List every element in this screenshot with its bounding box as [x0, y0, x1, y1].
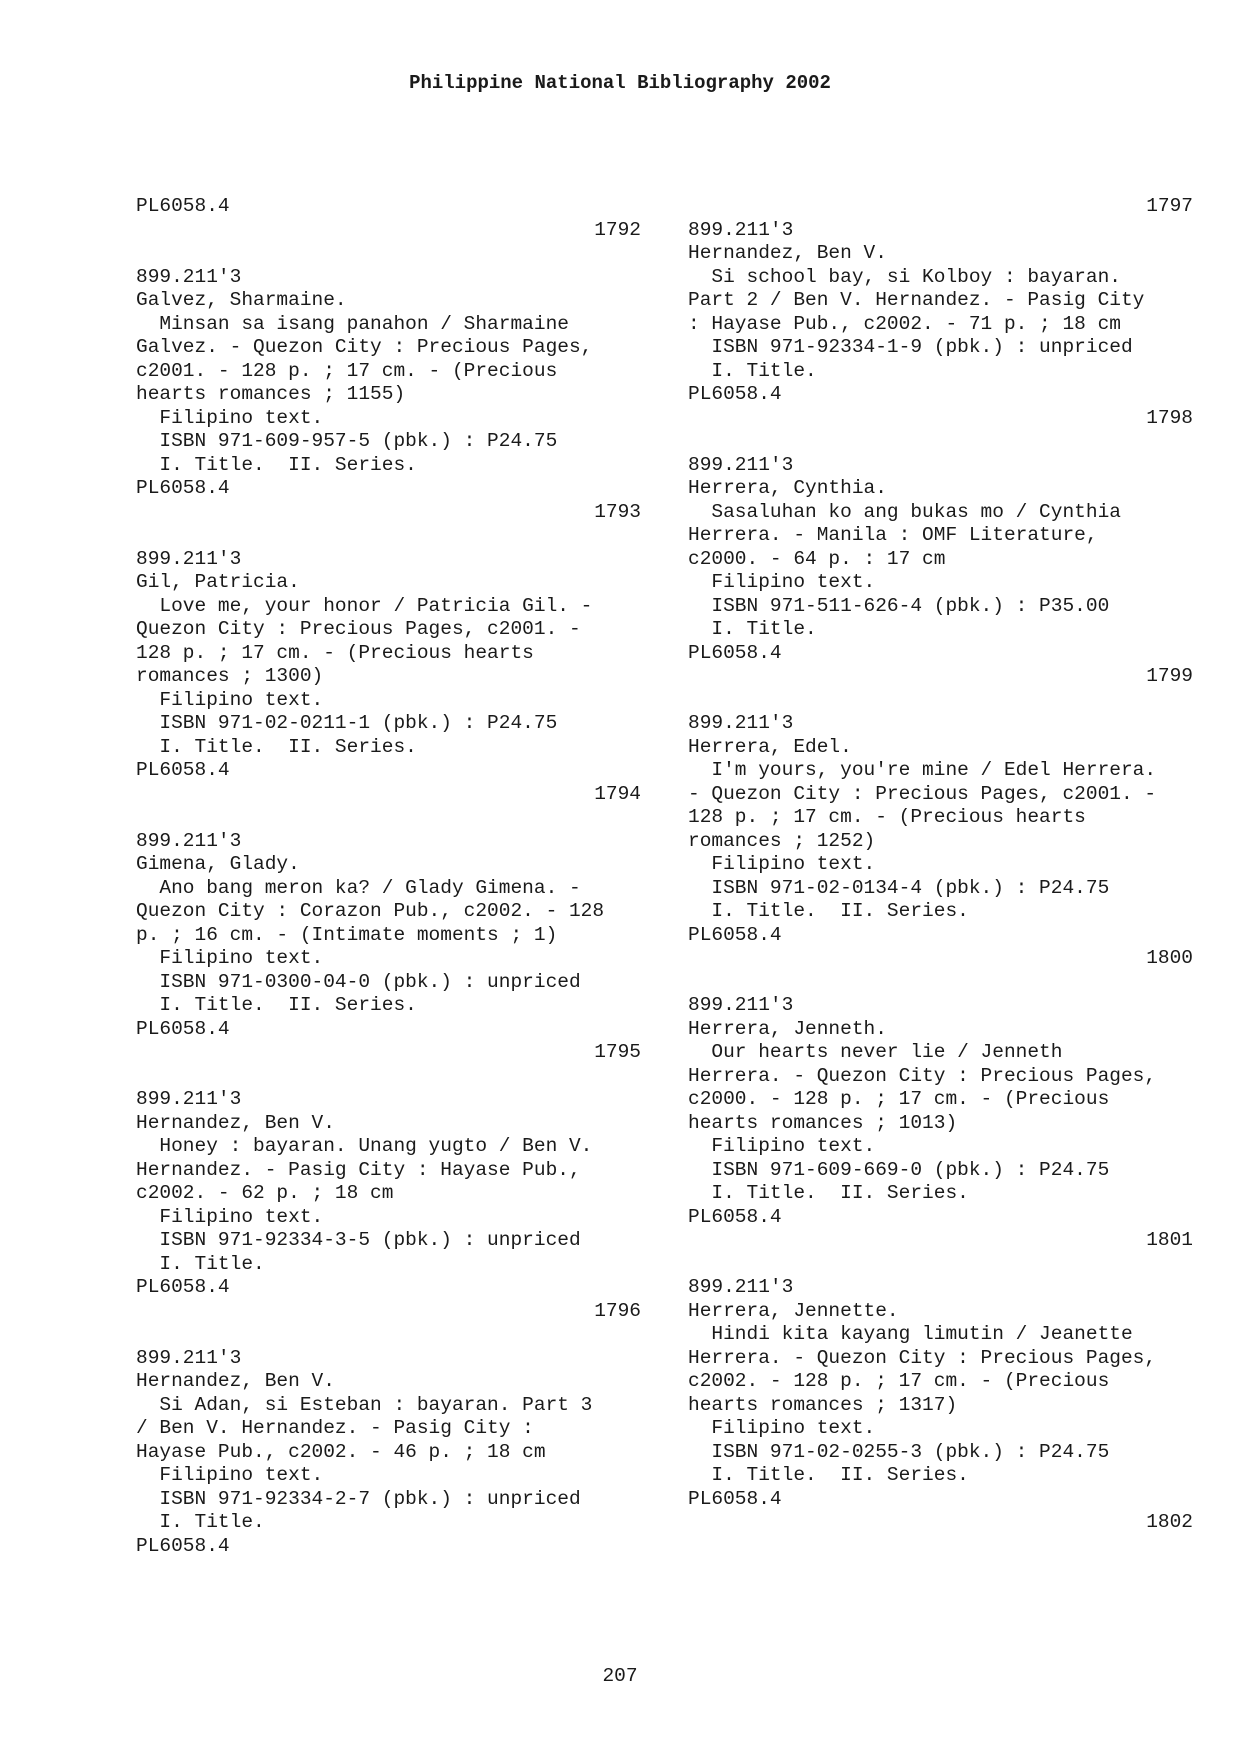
entry-line: PL6058.4: [136, 477, 230, 499]
entry-line: I. Title.: [688, 618, 817, 640]
entry-line: 899.211'3: [136, 829, 242, 852]
entry-line: Hernandez, Ben V.: [136, 1370, 335, 1392]
entry-line: : Hayase Pub., c2002. - 71 p. ; 18 cm: [688, 312, 1121, 335]
entry-line: I. Title.: [136, 1252, 265, 1275]
entry-line: hearts romances ; 1155): [136, 383, 406, 405]
entry-number: 1793: [594, 500, 641, 523]
entry-line: c2000. - 128 p. ; 17 cm. - (Precious: [688, 1088, 1110, 1110]
entry-line: Our hearts never lie / Jenneth: [688, 1041, 1063, 1063]
entry-line: [688, 689, 1193, 713]
entry-number: 1800: [1146, 947, 1193, 969]
entry-line: Filipino text.: [688, 1417, 876, 1439]
entry-line: Hernandez. - Pasig City : Hayase Pub.,: [136, 1158, 581, 1181]
entry-line: Honey : bayaran. Unang yugto / Ben V.: [136, 1135, 593, 1157]
entry-line: I. Title. II. Series.: [136, 453, 417, 476]
entry-line: hearts romances ; 1317): [688, 1393, 958, 1416]
entry-line: Ano bang meron ka? / Glady Gimena. -: [136, 876, 581, 899]
entry-line: PL6058.4: [688, 641, 782, 664]
entry-line: Si school bay, si Kolboy : bayaran.: [688, 265, 1121, 288]
entry-line: Hayase Pub., c2002. - 46 p. ; 18 cm: [136, 1440, 546, 1463]
entry-line: Galvez, Sharmaine.: [136, 289, 347, 311]
entry-line: / Ben V. Hernandez. - Pasig City :: [136, 1417, 534, 1439]
entry-line: ISBN 971-511-626-4 (pbk.) : P35.00: [688, 594, 1110, 617]
entry-line: Filipino text.: [688, 571, 876, 593]
entry-line: 899.211'3: [688, 218, 794, 241]
entry-line: romances ; 1252): [688, 829, 876, 852]
entry-line: c2001. - 128 p. ; 17 cm. - (Precious: [136, 359, 558, 382]
entry-line: I. Title. II. Series.: [688, 900, 969, 922]
entry-line: 899.211'3: [136, 265, 242, 288]
entry-line: Filipino text.: [136, 1464, 324, 1486]
entry-line: PL6058.4: [136, 759, 230, 781]
entry-line: [136, 242, 641, 266]
entry-line: Quezon City : Precious Pages, c2001. -: [136, 618, 581, 640]
entry-line: [136, 806, 641, 830]
entry-line: c2000. - 64 p. : 17 cm: [688, 547, 946, 570]
entry-line: PL6058.4: [136, 1534, 230, 1557]
entry-line: romances ; 1300): [136, 665, 324, 687]
entry-line: [688, 430, 1193, 454]
entry-line: [136, 1065, 641, 1089]
entry-line: Galvez. - Quezon City : Precious Pages,: [136, 336, 593, 358]
entry-line: ISBN 971-609-957-5 (pbk.) : P24.75: [136, 430, 558, 452]
entry-line: 128 p. ; 17 cm. - (Precious hearts: [136, 641, 534, 664]
entry-line: PL6058.4: [688, 923, 782, 946]
entry-line: ISBN 971-0300-04-0 (pbk.) : unpriced: [136, 970, 581, 993]
entry-line: I'm yours, you're mine / Edel Herrera.: [688, 759, 1157, 781]
page-title: Philippine National Bibliography 2002: [409, 72, 831, 94]
entry-line: Minsan sa isang panahon / Sharmaine: [136, 312, 569, 335]
entry-line: Herrera, Edel.: [688, 735, 852, 758]
entry-number: 1799: [1146, 665, 1193, 687]
entry-line: Hernandez, Ben V.: [688, 242, 887, 264]
entry-line: I. Title. II. Series.: [688, 1182, 969, 1204]
entry-line: ISBN 971-609-669-0 (pbk.) : P24.75: [688, 1158, 1110, 1181]
entry-number: 1802: [1146, 1511, 1193, 1533]
entry-line: Gil, Patricia.: [136, 571, 300, 593]
entry-line: Quezon City : Corazon Pub., c2002. - 128: [136, 900, 605, 922]
entry-line: PL6058.4: [688, 383, 782, 405]
entry-line: I. Title. II. Series.: [136, 735, 417, 758]
entry-line: Sasaluhan ko ang bukas mo / Cynthia: [688, 500, 1121, 523]
entry-line: Part 2 / Ben V. Hernandez. - Pasig City: [688, 289, 1145, 311]
entry-number: 1796: [594, 1299, 641, 1322]
entry-line: Filipino text.: [688, 853, 876, 875]
entry-line: Filipino text.: [136, 947, 324, 969]
entry-line: 899.211'3: [688, 712, 794, 734]
entry-line: I. Title. II. Series.: [688, 1464, 969, 1486]
entry-line: I. Title.: [136, 1511, 265, 1533]
entry-line: PL6058.4: [136, 1017, 230, 1040]
entry-number: 1792: [594, 218, 641, 241]
entry-line: [136, 1323, 641, 1347]
entry-line: PL6058.4: [688, 1205, 782, 1228]
entry-line: Herrera. - Manila : OMF Literature,: [688, 524, 1098, 546]
entry-line: Herrera. - Quezon City : Precious Pages,: [688, 1064, 1157, 1087]
entry-number: 1797: [1146, 195, 1193, 217]
entry-line: Herrera, Jennette.: [688, 1299, 899, 1322]
entry-line: Herrera, Jenneth.: [688, 1017, 887, 1040]
page-number: 207: [602, 1665, 638, 1687]
entry-line: 899.211'3: [688, 453, 794, 476]
entry-line: [688, 1253, 1193, 1277]
entry-line: - Quezon City : Precious Pages, c2001. -: [688, 782, 1157, 805]
entry-line: Hindi kita kayang limutin / Jeanette: [688, 1323, 1133, 1345]
entry-line: Si Adan, si Esteban : bayaran. Part 3: [136, 1393, 593, 1416]
entry-line: hearts romances ; 1013): [688, 1111, 958, 1134]
entry-line: c2002. - 128 p. ; 17 cm. - (Precious: [688, 1370, 1110, 1392]
entry-line: ISBN 971-02-0255-3 (pbk.) : P24.75: [688, 1440, 1110, 1463]
entry-line: ISBN 971-92334-3-5 (pbk.) : unpriced: [136, 1229, 581, 1251]
entry-number: 1794: [594, 782, 641, 805]
entry-line: 899.211'3: [688, 994, 794, 1016]
entry-line: 899.211'3: [688, 1276, 794, 1298]
entry-line: ISBN 971-02-0211-1 (pbk.) : P24.75: [136, 712, 558, 734]
entry-line: [688, 971, 1193, 995]
entry-line: Herrera. - Quezon City : Precious Pages,: [688, 1346, 1157, 1369]
entry-line: 899.211'3: [136, 547, 242, 570]
bibliography-column-right: [688, 195, 1193, 1535]
entry-line: 128 p. ; 17 cm. - (Precious hearts: [688, 806, 1086, 828]
entry-line: Filipino text.: [136, 1205, 324, 1228]
entry-line: Hernandez, Ben V.: [136, 1111, 335, 1134]
entry-line: ISBN 971-92334-1-9 (pbk.) : unpriced: [688, 336, 1133, 358]
entry-line: PL6058.4: [136, 195, 230, 217]
entry-line: Filipino text.: [688, 1135, 876, 1157]
entry-number: 1798: [1146, 406, 1193, 429]
entry-line: Love me, your honor / Patricia Gil. -: [136, 594, 593, 617]
entry-line: [136, 524, 641, 548]
entry-line: PL6058.4: [688, 1487, 782, 1510]
entry-number: 1795: [594, 1041, 641, 1063]
entry-line: c2002. - 62 p. ; 18 cm: [136, 1182, 394, 1204]
entry-line: 899.211'3: [136, 1346, 242, 1369]
entry-number: 1801: [1146, 1229, 1193, 1251]
entry-line: I. Title.: [688, 359, 817, 382]
entry-line: Filipino text.: [136, 406, 324, 429]
entry-line: Filipino text.: [136, 688, 324, 711]
entry-line: ISBN 971-02-0134-4 (pbk.) : P24.75: [688, 876, 1110, 899]
entry-line: I. Title. II. Series.: [136, 994, 417, 1016]
entry-line: p. ; 16 cm. - (Intimate moments ; 1): [136, 923, 558, 946]
entry-line: Gimena, Glady.: [136, 853, 300, 875]
bibliography-column-left: [136, 195, 641, 1558]
entry-line: ISBN 971-92334-2-7 (pbk.) : unpriced: [136, 1487, 581, 1510]
entry-line: Herrera, Cynthia.: [688, 477, 887, 499]
entry-line: 899.211'3: [136, 1088, 242, 1110]
entry-line: PL6058.4: [136, 1276, 230, 1298]
